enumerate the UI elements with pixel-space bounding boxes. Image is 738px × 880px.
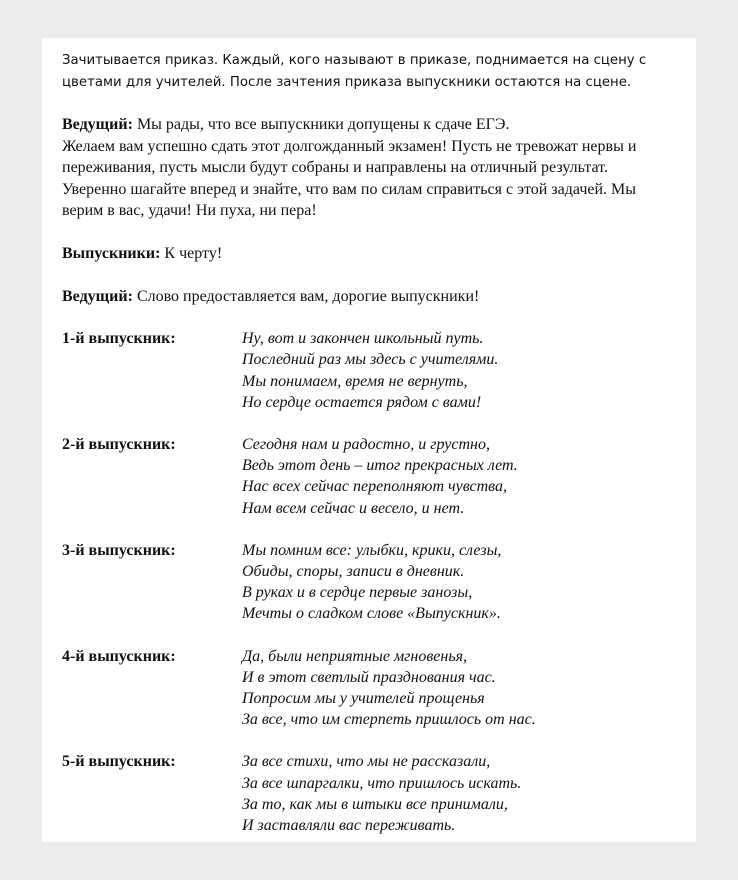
verse-line: За все шпаргалки, что пришлось искать. [242, 774, 522, 792]
verse-line: Ведь этот день – итог прекрасных лет. [242, 457, 518, 475]
stanza-speaker: 5-й выпускник: [62, 753, 176, 771]
stanza-1 [62, 328, 676, 413]
reply-text: К черту! [160, 244, 223, 262]
verse-line: За все стихи, что мы не рассказали, [242, 753, 491, 771]
verse-line: Нас всех сейчас переполняют чувства, [242, 478, 507, 496]
verse-line: Обиды, споры, записи в дневник. [242, 562, 465, 580]
stanza-4 [62, 646, 676, 731]
host-speech-text: Слово предоставляется вам, дорогие выпускники! [132, 287, 480, 305]
host-speech-2 [62, 286, 676, 308]
verse-line: Нам всем сейчас и весело, и нет. [242, 499, 465, 517]
verse-line: Попросим мы у учителей прощенья [242, 690, 485, 707]
stanza-2 [62, 434, 676, 519]
verse-line: И заставляли вас переживать. [242, 817, 456, 835]
verse-line: Сегодня нам и радостно, и грустно, [242, 435, 490, 453]
host-speech-first-line: Мы рады, что все выпускники допущены к сдаче ЕГЭ. [132, 116, 510, 133]
verse-line: И в этот светлый празднования час. [242, 668, 496, 686]
stanza-5 [62, 751, 676, 836]
verse-line: Да, были неприятные мгновенья, [242, 647, 468, 665]
graduates-reply [62, 243, 676, 265]
host-speech-1 [62, 114, 676, 222]
stanza-speaker: 1-й выпускник: [62, 330, 176, 348]
speaker-label: Ведущий: [62, 287, 133, 305]
stanza-3 [62, 540, 676, 625]
verse-line: Мечты о сладком слове «Выпускник». [242, 605, 501, 623]
stanza-speaker: 3-й выпускник: [62, 541, 176, 559]
verse-line: Ну, вот и закончен школьный путь. [242, 330, 484, 348]
speaker-label: Ведущий: [62, 116, 133, 133]
verse-line: За все, что им стерпеть пришлось от нас. [242, 711, 536, 729]
stanza-verse [242, 434, 518, 519]
stanza-speaker: 4-й выпускник: [62, 647, 176, 665]
verse-line: В руках и в сердце первые занозы, [242, 584, 473, 602]
verse-line: Последний раз мы здесь с учителями. [242, 351, 499, 369]
verse-line: Мы понимаем, время не вернуть, [242, 372, 468, 390]
verse-line: Мы помним все: улыбки, крики, слезы, [242, 541, 502, 559]
verse-line: Но сердце остается рядом с вами! [242, 393, 482, 411]
stanza-verse [242, 540, 501, 625]
stanza-verse [242, 328, 498, 413]
document-page [42, 38, 696, 842]
stanza-speaker: 2-й выпускник: [62, 435, 176, 453]
speaker-label: Выпускники: [62, 244, 161, 262]
intro-text: Зачитывается приказ. Каждый, кого называют в приказе, поднимается на сцену с цветами для учителей. После зачтения приказа выпускники остаются на сцене. [62, 53, 647, 90]
stanza-verse [242, 751, 521, 836]
host-speech-body: Желаем вам успешно сдать этот долгожданный экзамен! Пусть не тревожат нервы и переживания, пусть мысли будут собраны и направлены на отличный результат. Уверенно шагайте вперед и знайте, что вам по силам справиться с этой задачей. Мы верим в вас, удачи! Ни пуха, ни пера! [62, 137, 637, 220]
stanza-verse [242, 646, 536, 731]
verse-line: За то, как мы в штыки все принимали, [242, 795, 508, 813]
